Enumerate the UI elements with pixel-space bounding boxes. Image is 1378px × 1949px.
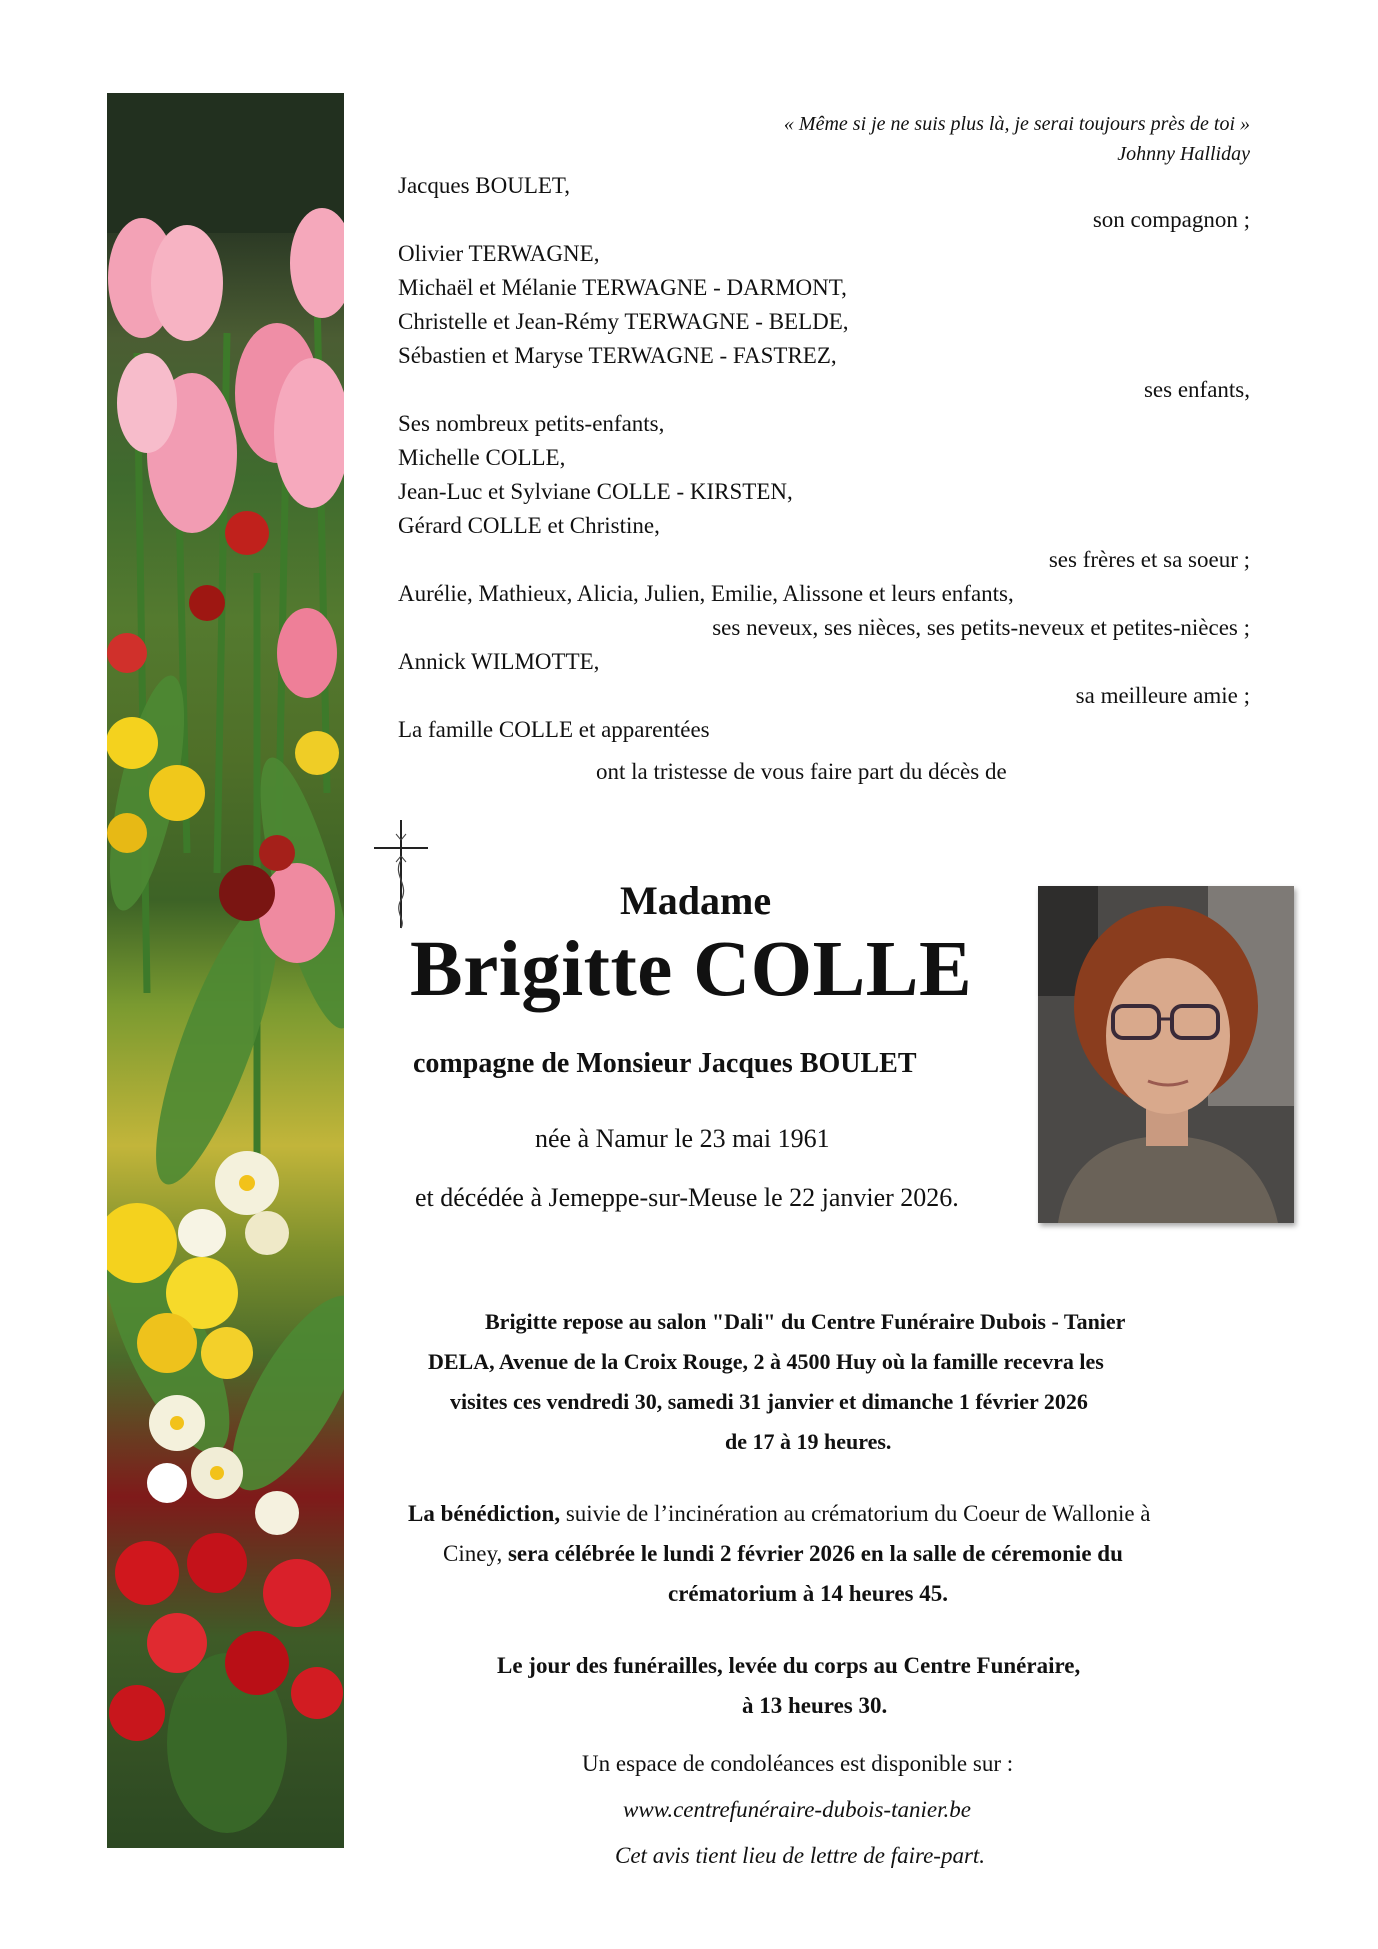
- deceased-name: Brigitte COLLE: [410, 926, 973, 1013]
- visitation-line-3: visites ces vendredi 30, samedi 31 janvier et dimanche 1 février 2026: [450, 1389, 1088, 1414]
- ceremony-text-1: suivie de l’incinération au crématorium du Coeur de Wallonie à: [560, 1501, 1151, 1526]
- nephews-role: ses neveux, ses nièces, ses petits-neveux et petites-nièces ;: [712, 615, 1250, 640]
- siblings-role: ses frères et sa soeur ;: [1048, 547, 1250, 572]
- child-2: Michaël et Mélanie TERWAGNE - DARMONT,: [398, 275, 847, 300]
- sibling-1: Michelle COLLE,: [398, 445, 566, 470]
- sibling-3: Gérard COLLE et Christine,: [398, 513, 660, 538]
- companion-role: son compagnon ;: [1092, 207, 1250, 232]
- deceased-title: Madame: [620, 878, 772, 923]
- funeral-line-1: Le jour des funérailles, levée du corps au Centre Funéraire,: [497, 1653, 1081, 1678]
- ceremony-line-3: crématorium à 14 heures 45.: [668, 1581, 948, 1606]
- child-3: Christelle et Jean-Rémy TERWAGNE - BELDE,: [398, 309, 849, 334]
- quote-author: Johnny Halliday: [1117, 143, 1250, 165]
- ceremony-text-2: Ciney,: [443, 1541, 508, 1566]
- friend-role: sa meilleure amie ;: [1075, 683, 1250, 708]
- notice-line: Cet avis tient lieu de lettre de faire-part.: [615, 1843, 986, 1868]
- ceremony-line-2: [443, 1534, 1123, 1574]
- visitation-line-4: de 17 à 19 heures.: [725, 1429, 892, 1454]
- website-link[interactable]: www.centrefunéraire-dubois-tanier.be: [623, 1797, 971, 1822]
- ceremony-bold-1: La bénédiction,: [408, 1501, 561, 1526]
- visitation-line-1: Brigitte repose au salon "Dali" du Centre Funéraire Dubois - Tanier: [485, 1309, 1126, 1334]
- grandchildren-line: Ses nombreux petits-enfants,: [398, 411, 665, 436]
- sibling-2: Jean-Luc et Sylviane COLLE - KIRSTEN,: [398, 479, 793, 504]
- quote-text: « Même si je ne suis plus là, je serai toujours près de toi »: [783, 113, 1250, 135]
- friend-name: Annick WILMOTTE,: [398, 649, 600, 674]
- flower-strip-image: [107, 93, 344, 1848]
- child-1: Olivier TERWAGNE,: [398, 241, 600, 266]
- visitation-line-2: DELA, Avenue de la Croix Rouge, 2 à 4500 Huy où la famille recevra les: [428, 1349, 1104, 1374]
- ceremony-line-1: [408, 1494, 1151, 1534]
- companion-name: Jacques BOULET,: [398, 173, 571, 198]
- children-role: ses enfants,: [1143, 377, 1250, 402]
- ceremony-bold-2: sera célébrée le lundi 2 février 2026 en la salle de céremonie du: [507, 1541, 1123, 1566]
- flower-illustration: [107, 93, 344, 1848]
- announcement-line: ont la tristesse de vous faire part du décès de: [596, 759, 1007, 784]
- birth-info: née à Namur le 23 mai 1961: [535, 1124, 830, 1153]
- deceased-relation: compagne de Monsieur Jacques BOULET: [413, 1048, 917, 1079]
- family-line: La famille COLLE et apparentées: [398, 717, 710, 742]
- child-4: Sébastien et Maryse TERWAGNE - FASTREZ,: [398, 343, 837, 368]
- nephews-names: Aurélie, Mathieux, Alicia, Julien, Emilie, Alissone et leurs enfants,: [398, 581, 1014, 606]
- portrait-photo: [1038, 886, 1294, 1223]
- death-info: et décédée à Jemeppe-sur-Meuse le 22 janvier 2026.: [415, 1183, 959, 1212]
- condolences-line: Un espace de condoléances est disponible sur :: [582, 1751, 1014, 1776]
- funeral-line-2: à 13 heures 30.: [742, 1693, 888, 1718]
